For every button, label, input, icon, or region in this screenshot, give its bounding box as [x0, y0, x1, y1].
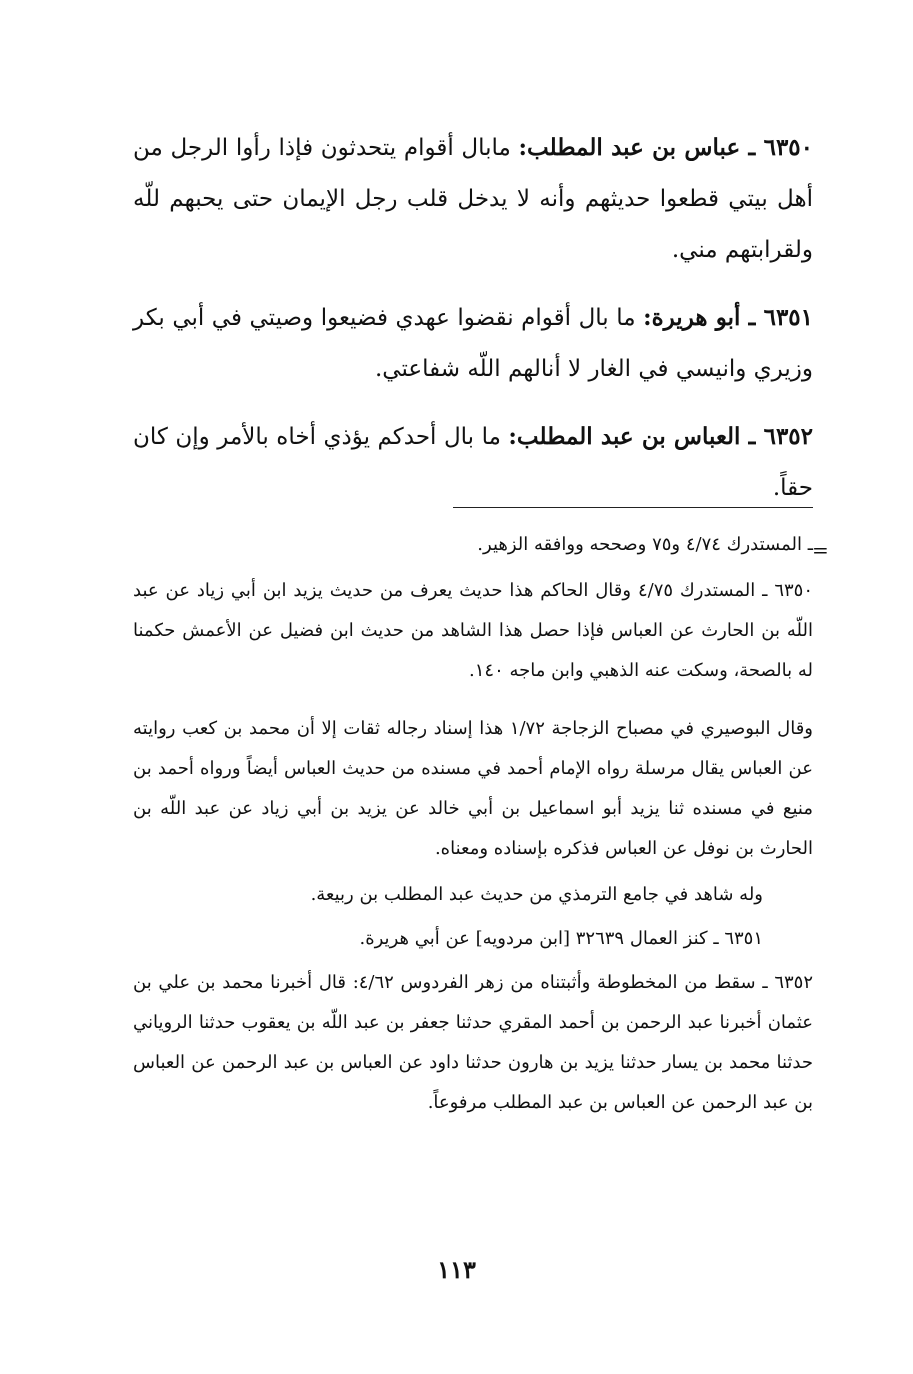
page-number: ١١٣ [437, 1255, 476, 1284]
footnote-6350: ٦٣٥٠ ـ المستدرك ٤/٧٥ وقال الحاكم هذا حديث يعرف من حديث يزيد ابن أبي زياد عن عبد اللّه بن الحارث عن العباس فإذا حصل هذا الشاهد من حديث ابن فضيل عن الأعمش حكمنا له بالصحة، وسكت عنه الذهبي وابن ماجه ١٤٠. [133, 580, 814, 681]
footnote-6352: ٦٣٥٢ ـ سقط من المخطوطة وأثبتناه من زهر الفردوس ٤/٦٢: قال أخبرنا محمد بن علي بن عثمان أخبرنا عبد الرحمن بن أحمد المقري حدثنا جعفر بن عبد اللّه بن يعقوب حدثنا الروياني حدثنا محمد بن يسار حدثنا يزيد بن هارون حدثنا داود عن العباس بن عبد الرحمن عن العباس بن عبد الرحمن عن العباس بن عبد المطلب مرفوعاً. [133, 972, 813, 1113]
hadith-entry-6351 [133, 292, 813, 395]
entry-heading: ٦٣٥٢ ـ العباس بن عبد المطلب: [508, 423, 814, 450]
footnote-6350-busiri: وقال البوصيري في مصباح الزجاجة ١/٧٢ هذا إسناد رجاله ثقات إلا أن محمد بن كعب روايته عن العباس يقال مرسلة رواه الإمام أحمد في مسنده من حديث العباس أيضاً ورواه أحمد بن منيع في مسنده ثنا يزيد أبو اسماعيل بن أبي خالد عن يزيد بن أبي زياد عن عبد اللّه بن الحارث بن نوفل عن العباس فذكره بإسناده ومعناه. [133, 718, 813, 859]
entry-text: مابال أقوام يتحدثون فإذا رأوا الرجل من أهل بيتي قطعوا حديثهم وأنه لا يدخل قلب رجل الإيمان حتى يحبهم للّه ولقرابتهم مني. [133, 135, 813, 263]
footnote-6351: ٦٣٥١ ـ كنز العمال ٣٢٦٣٩ [ابن مردويه] عن أبي هريرة. [359, 928, 763, 949]
main-text-block [133, 122, 813, 530]
continuation-mark: = [812, 538, 829, 562]
entry-heading: ٦٣٥١ ـ أبو هريرة: [643, 304, 814, 331]
footnote-6350-tirmidhi: وله شاهد في جامع الترمذي من حديث عبد المطلب بن ربيعة. [310, 884, 763, 905]
footnote-previous: ـ المستدرك ٤/٧٤ و٧٥ وصححه ووافقه الزهير. [477, 534, 813, 555]
entry-text: ما بال أحدكم يؤذي أخاه بالأمر وإن كان حقاً. [133, 424, 813, 501]
entry-text: ما بال أقوام نقضوا عهدي فضيعوا وصيتي في أبي بكر وزيري وانيسي في الغار لا أنالهم اللّه شفاعتي. [133, 305, 813, 382]
hadith-entry-6350 [133, 122, 813, 276]
footnote-divider [453, 507, 813, 508]
hadith-entry-6352 [133, 411, 813, 514]
entry-heading: ٦٣٥٠ ـ عباس بن عبد المطلب: [518, 134, 814, 161]
footnotes-block [133, 525, 813, 1129]
